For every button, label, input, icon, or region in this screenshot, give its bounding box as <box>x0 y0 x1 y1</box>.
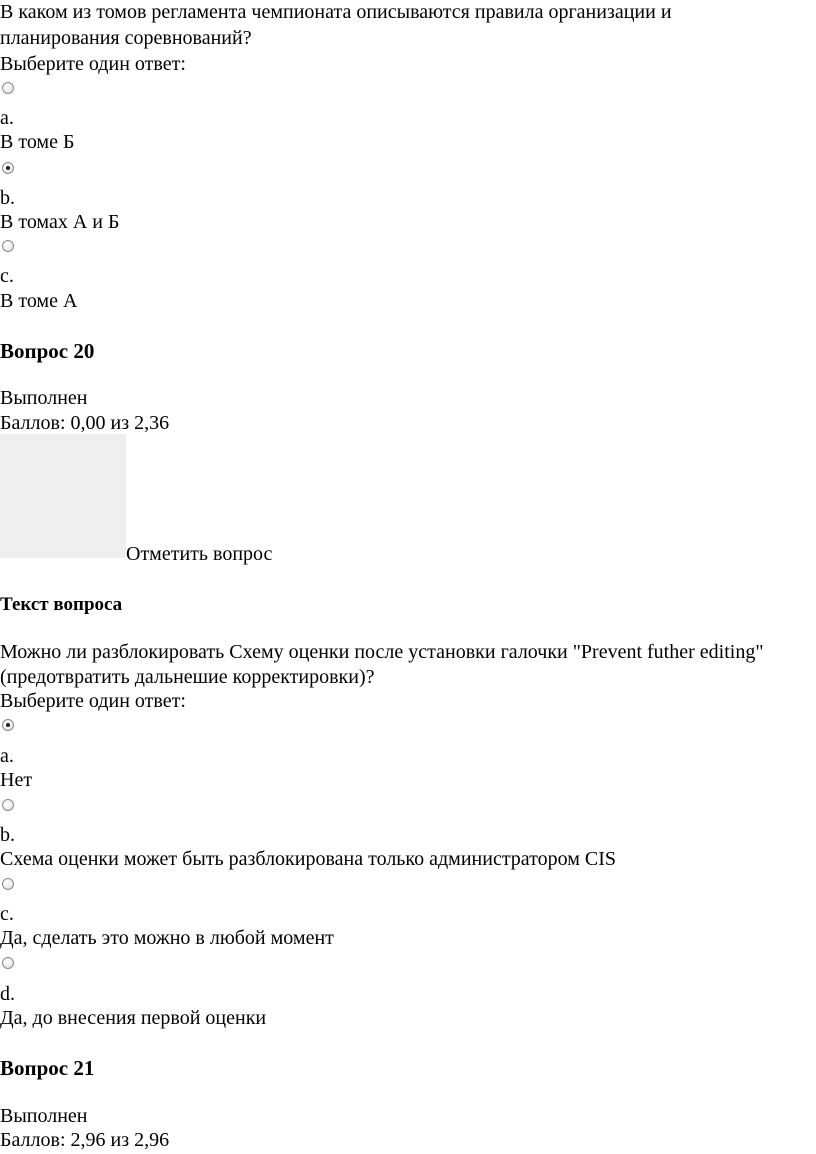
q20-option-a-text: Нет <box>0 769 33 791</box>
flag-icon[interactable] <box>0 434 126 558</box>
q21-score: Баллов: 2,96 из 2,96 <box>0 1129 170 1151</box>
q20-option-b-letter: b. <box>0 824 15 846</box>
q19-option-c-text: В томе А <box>0 290 78 312</box>
q20-option-d-letter: d. <box>0 983 15 1005</box>
q20-option-a-letter: a. <box>0 745 14 767</box>
q20-text-line2: (предотвратить дальнешие корректировки)? <box>0 666 375 688</box>
q20-option-c-letter: c. <box>0 903 14 925</box>
q20-option-a-radio[interactable] <box>2 719 14 731</box>
q20-option-d-radio[interactable] <box>2 957 14 969</box>
q19-text-line2: планирования соревнований? <box>0 27 252 49</box>
q20-title: Вопрос 20 <box>0 339 95 363</box>
q20-option-b-text: Схема оценки может быть разблокирована только администратором CIS <box>0 848 617 870</box>
q20-status: Выполнен <box>0 387 88 409</box>
q20-option-d-text: Да, до внесения первой оценки <box>0 1007 267 1029</box>
q19-prompt: Выберите один ответ: <box>0 53 186 75</box>
q19-option-b-letter: b. <box>0 187 15 209</box>
q19-option-b-text: В томах А и Б <box>0 211 120 233</box>
flag-question-link[interactable]: Отметить вопрос <box>126 543 273 565</box>
q19-option-a-radio[interactable] <box>2 82 14 94</box>
q19-option-c-letter: c. <box>0 265 14 287</box>
q20-text-line1: Можно ли разблокировать Схему оценки после установки галочки "Prevent futher editing" <box>0 641 764 663</box>
q21-status: Выполнен <box>0 1105 88 1127</box>
q20-prompt: Выберите один ответ: <box>0 690 186 712</box>
q20-option-c-radio[interactable] <box>2 878 14 890</box>
q20-option-b-radio[interactable] <box>2 799 14 811</box>
q20-text-heading: Текст вопроса <box>0 594 123 615</box>
q19-option-a-letter: a. <box>0 107 14 129</box>
q19-option-b-radio[interactable] <box>2 162 14 174</box>
q20-option-c-text: Да, сделать это можно в любой момент <box>0 927 334 949</box>
q21-title: Вопрос 21 <box>0 1056 95 1080</box>
q20-score: Баллов: 0,00 из 2,36 <box>0 412 170 434</box>
q19-text-line1: В каком из томов регламента чемпионата описываются правила организации и <box>0 1 672 23</box>
q19-option-c-radio[interactable] <box>2 240 14 252</box>
q19-option-a-text: В томе Б <box>0 131 75 153</box>
